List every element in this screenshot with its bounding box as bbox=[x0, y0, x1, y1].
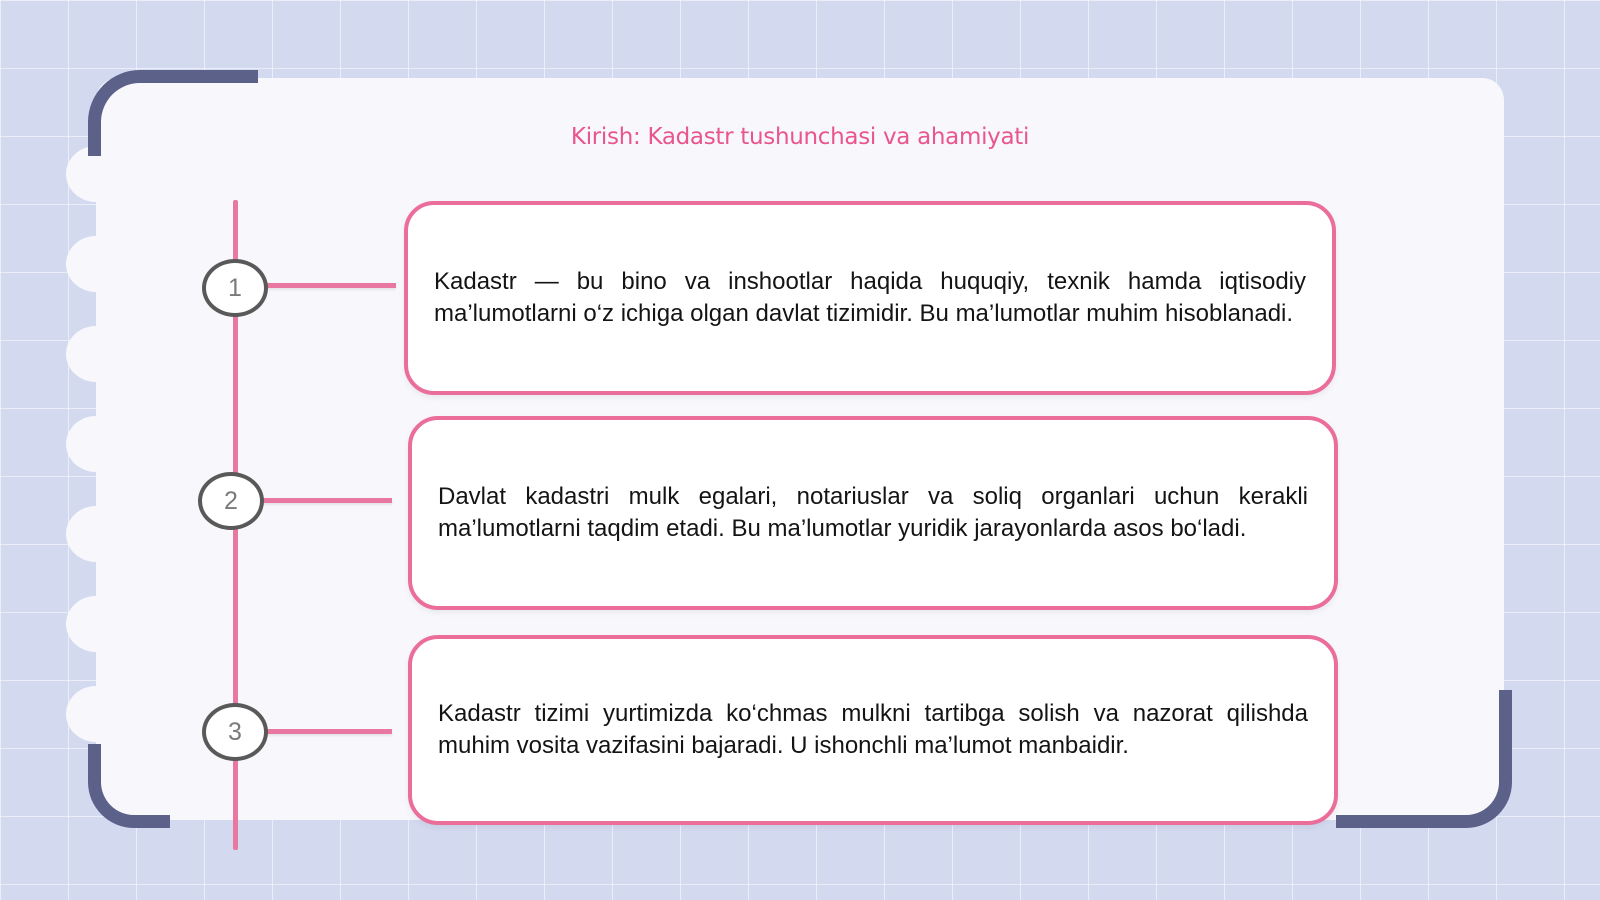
info-card-2-text: Davlat kadastri mulk egalari, notariuslar va soliq organlari uchun kerakli ma’lumotlarni taqdim etadi. Bu ma’lumotlar yuridik jarayonlarda asos bo‘ladi. bbox=[438, 483, 1308, 542]
paper-scallop bbox=[66, 686, 126, 742]
timeline-connector-1 bbox=[266, 283, 396, 288]
timeline-node-3: 3 bbox=[202, 703, 268, 761]
info-card-3-text: Kadastr tizimi yurtimizda ko‘chmas mulkni tartibga solish va nazorat qilishda muhim vosita vazifasini bajaradi. U ishonchli ma’lumot manbaidir. bbox=[438, 700, 1308, 759]
info-card-3 bbox=[408, 635, 1338, 825]
timeline-connector-3 bbox=[266, 729, 392, 734]
timeline-node-1: 1 bbox=[202, 259, 268, 317]
paper-scallop bbox=[66, 506, 126, 562]
paper-scallop bbox=[66, 236, 126, 292]
slide-title: Kirish: Kadastr tushunchasi va ahamiyati bbox=[570, 124, 1030, 150]
timeline-connector-2 bbox=[262, 498, 392, 503]
info-card-2 bbox=[408, 416, 1338, 610]
info-card-1 bbox=[404, 201, 1336, 395]
timeline-node-2: 2 bbox=[198, 472, 264, 530]
paper-scallop bbox=[66, 596, 126, 652]
info-card-1-text: Kadastr — bu bino va inshootlar haqida huquqiy, texnik hamda iqtisodiy ma’lumotlarni o‘z ichiga olgan davlat tizimidir. Bu ma’lumotlar muhim hisoblanadi. bbox=[434, 268, 1306, 327]
paper-scallop bbox=[66, 416, 126, 472]
paper-scallop bbox=[66, 146, 126, 202]
paper-scallop bbox=[66, 326, 126, 382]
